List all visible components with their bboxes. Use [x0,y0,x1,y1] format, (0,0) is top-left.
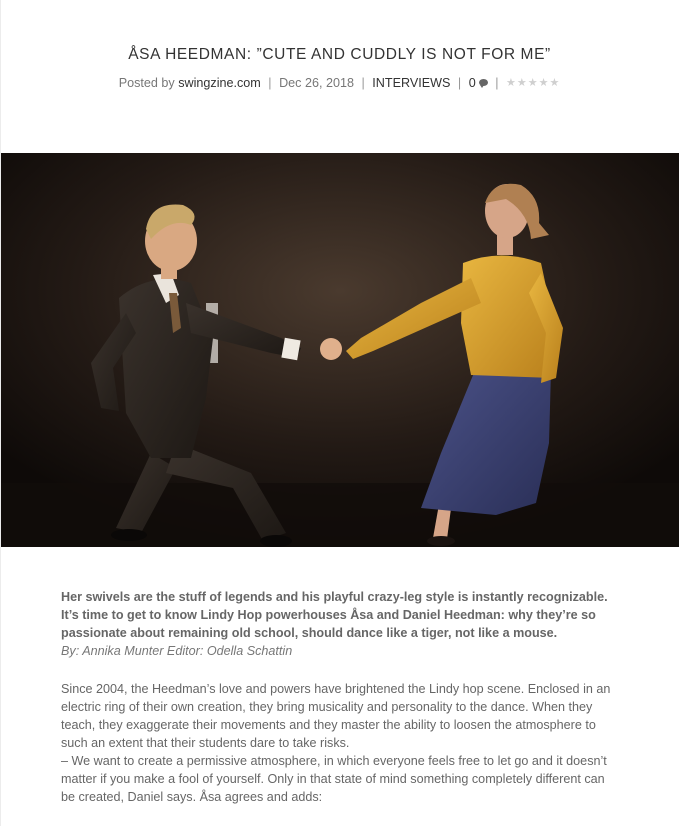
article-byline: By: Annika Munter Editor: Odella Schattin [61,644,293,658]
comments-count: 0 [468,76,476,90]
meta-separator: | [361,76,365,90]
posted-by-label: Posted by [118,76,175,90]
comments-link[interactable] [469,76,488,90]
post-date: Dec 26, 2018 [279,76,354,90]
post-meta [0,76,679,90]
author-link[interactable]: swingzine.com [178,76,261,90]
clasped-hands [320,338,342,360]
category-link[interactable]: INTERVIEWS [372,76,451,90]
comment-icon [479,79,488,86]
hero-image [1,153,679,547]
article-lead: Her swivels are the stuff of legends and his playful crazy-leg style is instantly recognizable. It’s time to get to know Lindy Hop powerhouses Åsa and Daniel Heedman: why they’re so passionate about remaining old school, should dance like a tiger, not like a mouse. [61,590,608,640]
post-title: ÅSA HEEDMAN: ”CUTE AND CUDDLY IS NOT FOR ME” [128,46,551,63]
dancers-photo [1,153,679,547]
article-content [61,588,621,806]
post-header [0,46,679,90]
article-paragraph: Since 2004, the Heedman’s love and powers have brightened the Lindy hop scene. Enclosed in an electric ring of their own creation, they bring musicality and personality to the dance. When they teach, they exaggerate their movements and they master the ability to loosen the atmosphere to such an extent that their students dare to take risks. [61,682,611,750]
meta-separator: | [495,76,499,90]
meta-separator: | [268,76,272,90]
star-rating-icon: ★★★★★ [506,77,561,89]
article-paragraph: – We want to create a permissive atmosphere, in which everyone feels free to let go and it doesn’t matter if you make a fool of yourself. Only in that state of mind something completely different can be created, Daniel says. Åsa agrees and adds: [61,754,607,804]
meta-separator: | [457,76,462,90]
